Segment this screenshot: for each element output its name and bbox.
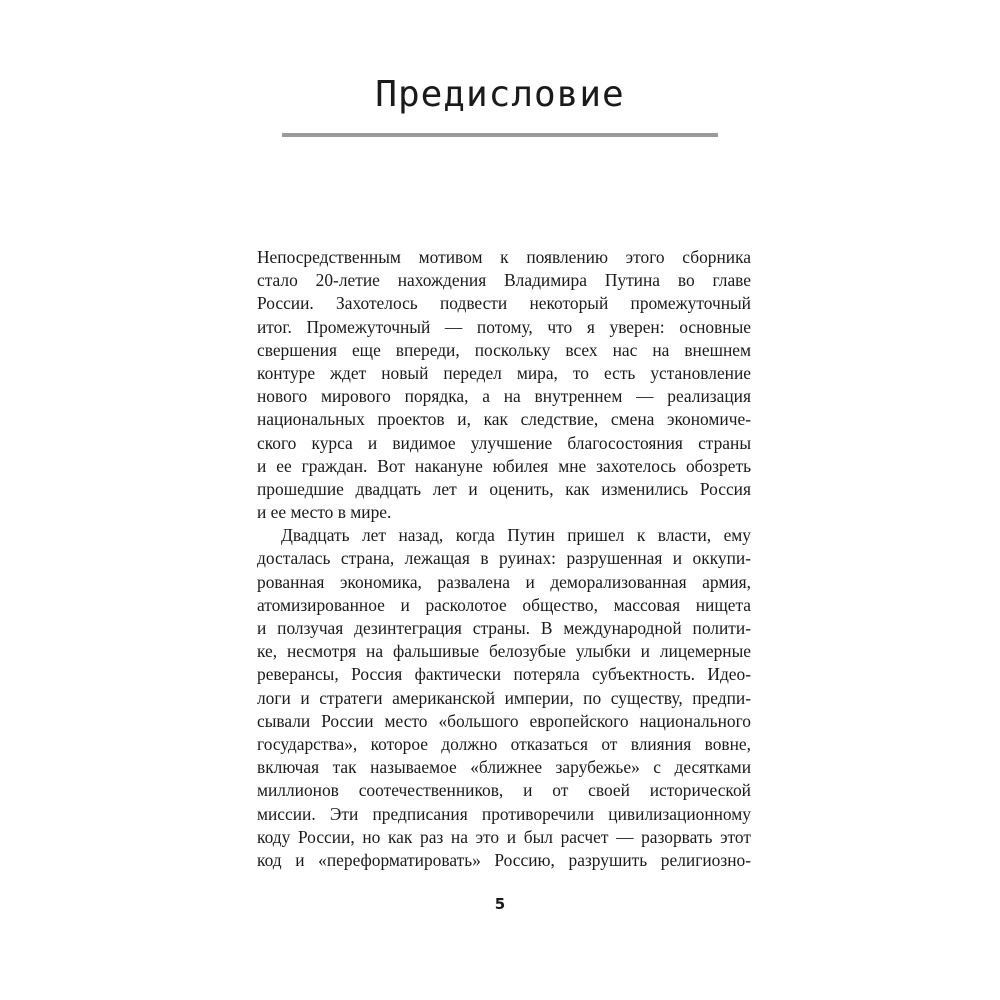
text-line: включая так называемое «ближнее зарубежье» с десятками bbox=[257, 757, 751, 778]
text-line: атомизированное и расколотое общество, массовая нищета bbox=[257, 594, 751, 615]
chapter-title: Предисловие bbox=[375, 74, 625, 115]
text-line: России. Захотелось подвести некоторый промежуточный bbox=[257, 293, 751, 314]
text-line: реверансы, Россия фактически потеряла субъектность. Идео- bbox=[257, 664, 751, 685]
text-line: ке, несмотря на фальшивые белозубые улыбки и лицемерные bbox=[257, 641, 751, 662]
text-line: государства», которое должно отказаться от влияния вовне, bbox=[257, 733, 751, 754]
text-line: Двадцать лет назад, когда Путин пришел к власти, ему bbox=[281, 525, 751, 546]
text-line: коду России, но как раз на это и был расчет — разорвать этот bbox=[257, 826, 751, 847]
title-underline bbox=[282, 133, 718, 137]
text-line: нового мирового порядка, а на внутреннем — реализация bbox=[257, 386, 751, 407]
text-line: миллионов соотечественников, и от своей исторической bbox=[257, 780, 751, 801]
text-line: миссии. Эти предписания противоречили цивилизационному bbox=[257, 803, 751, 824]
body-text bbox=[257, 246, 751, 872]
text-line: логи и стратеги американской империи, по существу, предпи- bbox=[257, 687, 751, 708]
text-line: рованная экономика, развалена и деморализованная армия, bbox=[257, 571, 751, 592]
text-line: и ее место в мире. bbox=[257, 502, 392, 523]
text-line: ского курса и видимое улучшение благосостояния страны bbox=[257, 432, 751, 453]
text-line: Непосредственным мотивом к появлению этого сборника bbox=[257, 247, 751, 267]
paragraph-2 bbox=[257, 524, 751, 872]
text-line: стало 20-летие нахождения Владимира Путина во главе bbox=[257, 270, 751, 291]
text-line: контуре ждет новый передел мира, то есть установление bbox=[257, 362, 751, 383]
text-line: и ползучая дезинтеграция страны. В международной полити- bbox=[257, 618, 751, 638]
text-line: код и «переформатировать» Россию, разрушить религиозно- bbox=[257, 849, 751, 870]
text-line: сывали России место «большого европейского национального bbox=[257, 710, 751, 731]
text-line: свершения еще впереди, поскольку всех нас на внешнем bbox=[257, 339, 751, 360]
text-line: национальных проектов и, как следствие, смена экономиче- bbox=[257, 409, 751, 430]
page-number: 5 bbox=[494, 895, 506, 913]
text-line: и ее граждан. Вот накануне юбилея мне захотелось обозреть bbox=[257, 455, 751, 476]
paragraph-1 bbox=[257, 246, 751, 524]
text-line: итог. Промежуточный — потому, что я уверен: основные bbox=[257, 316, 751, 337]
text-line: досталась страна, лежащая в руинах: разрушенная и оккупи- bbox=[257, 548, 751, 569]
text-line: прошедшие двадцать лет и оценить, как изменились Россия bbox=[257, 478, 751, 499]
